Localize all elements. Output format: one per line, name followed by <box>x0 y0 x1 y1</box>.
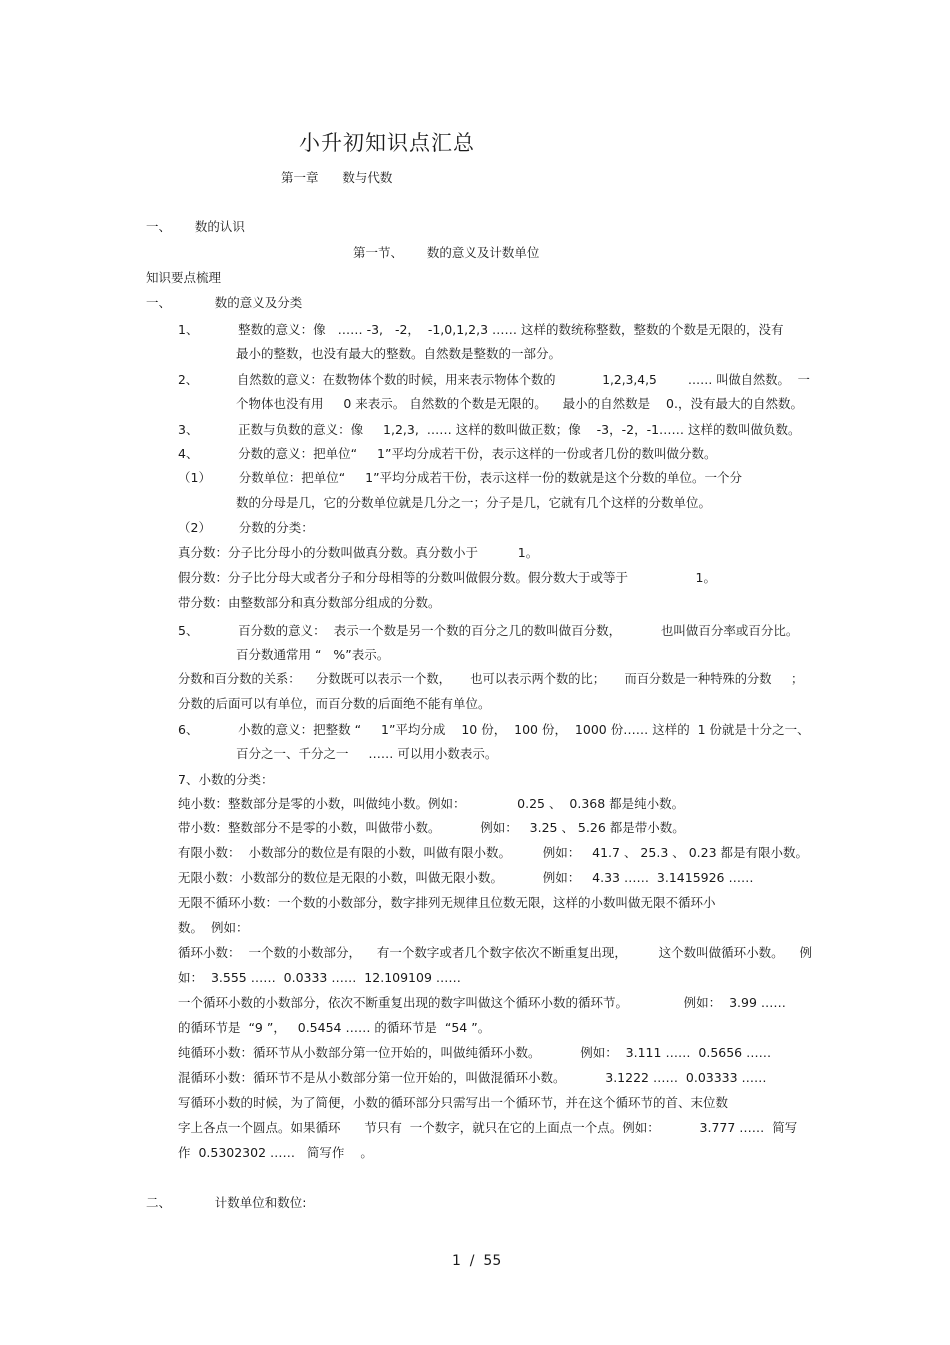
body-line: 一个循环小数的小数部分，依次不断重复出现的数字叫做这个循环小数的循环节。 例如： 3.99 …… <box>178 995 786 1010</box>
body-line: 带小数：整数部分不是零的小数，叫做带小数。 例如： 3.25 、 5.26 都是带小数。 <box>178 820 685 835</box>
body-line: 百分之一、千分之一 …… 可以用小数表示。 <box>236 746 498 761</box>
body-line: 分数和百分数的关系： 分数既可以表示一个数， 也可以表示两个数的比； 而百分数是一种特殊的分数 ； <box>178 672 804 686</box>
key-points-heading: 知识要点梳理 <box>146 270 222 285</box>
body-line: 作 0.5302302 …… 简写作 。 <box>178 1145 373 1160</box>
body-line: 1、 整数的意义：像 …… -3, -2， -1,0,1,2,3 …… 这样的数统称整数，整数的个数是无限的，没有 <box>178 322 784 337</box>
body-line: 纯小数：整数部分是零的小数，叫做纯小数。例如： 0.25 、 0.368 都是纯小数。 <box>178 796 685 811</box>
subsection-heading: 二、 计数单位和数位: <box>146 1195 307 1210</box>
body-line: 无限不循环小数：一个数的小数部分，数字排列无规律且位数无限，这样的小数叫做无限不循环小 <box>178 895 716 910</box>
body-line: 混循环小数：循环节不是从小数部分第一位开始的，叫做混循环小数。 3.1222 …… 0.03333 …… <box>178 1070 767 1085</box>
subsection-heading: 一、 数的意义及分类 <box>146 295 303 310</box>
body-line: 数。 例如： <box>178 920 249 935</box>
chapter-heading: 第一章 数与代数 <box>281 170 393 185</box>
body-line: 个物体也没有用 0 来表示。 自然数的个数是无限的。 最小的自然数是 0.，没有最大的自然数。 <box>236 396 803 411</box>
body-line: 的循环节是 “9 ”， 0.5454 …… 的循环节是 “54 ”。 <box>178 1020 491 1035</box>
body-line: 分数的后面可以有单位，而百分数的后面绝不能有单位。 <box>178 696 491 711</box>
body-line: 最小的整数，也没有最大的整数。自然数是整数的一部分。 <box>236 346 562 361</box>
body-line: 写循环小数的时候，为了简便，小数的循环部分只需写出一个循环节，并在这个循环节的首、末位数 <box>178 1095 729 1110</box>
body-line: 字上各点一个圆点。如果循环 节只有 一个数字，就只在它的上面点一个点。例如： 3.777 …… 简写 <box>178 1120 798 1135</box>
body-line: 2、 自然数的意义：在数物体个数的时候，用来表示物体个数的 1,2,3,4,5 …… 叫做自然数。 一 <box>178 373 810 387</box>
body-line: 如： 3.555 …… 0.0333 …… 12.109109 …… <box>178 970 461 985</box>
body-line: 7、小数的分类： <box>178 772 274 787</box>
body-line: （1） 分数单位：把单位“ 1”平均分成若干份，表示这样一份的数就是这个分数的单位。一个分 <box>178 470 743 485</box>
body-line: 真分数：分子比分母小的分数叫做真分数。真分数小于 1。 <box>178 545 539 560</box>
body-line: 无限小数：小数部分的数位是无限的小数，叫做无限小数。 例如： 4.33 …… 3.1415926 …… <box>178 870 754 885</box>
body-line: 带分数：由整数部分和真分数部分组成的分数。 <box>178 595 441 610</box>
page-number: 1 / 55 <box>452 1253 502 1269</box>
body-line: 6、 小数的意义：把整数 “ 1”平均分成 10 份， 100 份， 1000 份…… 这样的 1 份就是十分之一、 <box>178 722 810 737</box>
section-heading: 第一节、 数的意义及计数单位 <box>353 245 540 260</box>
document-title: 小升初知识点汇总 <box>299 131 475 155</box>
body-line: 4、 分数的意义：把单位“ 1”平均分成若干份，表示这样的一份或者几份的数叫做分数。 <box>178 446 717 461</box>
part-heading: 一、 数的认识 <box>146 219 245 234</box>
body-line: （2） 分数的分类： <box>178 520 314 535</box>
body-line: 纯循环小数：循环节从小数部分第一位开始的，叫做纯循环小数。 例如： 3.111 …… 0.5656 …… <box>178 1045 772 1060</box>
body-line: 数的分母是几，它的分数单位就是几分之一；分子是几，它就有几个这样的分数单位。 <box>236 495 712 510</box>
body-line: 5、 百分数的意义： 表示一个数是另一个数的百分之几的数叫做百分数， 也叫做百分率或百分比。 <box>178 623 799 638</box>
body-line: 假分数：分子比分母大或者分子和分母相等的分数叫做假分数。假分数大于或等于 1。 <box>178 570 717 585</box>
body-line: 有限小数： 小数部分的数位是有限的小数，叫做有限小数。 例如： 41.7 、 25.3 、 0.23 都是有限小数。 <box>178 845 809 860</box>
body-line: 3、 正数与负数的意义：像 1,2,3, …… 这样的数叫做正数；像 -3，-2，-1…… 这样的数叫做负数。 <box>178 422 801 437</box>
body-line: 循环小数： 一个数的小数部分， 有一个数字或者几个数字依次不断重复出现， 这个数叫做循环小数。 例 <box>178 945 813 960</box>
body-line: 百分数通常用 “ %”表示。 <box>236 647 390 662</box>
